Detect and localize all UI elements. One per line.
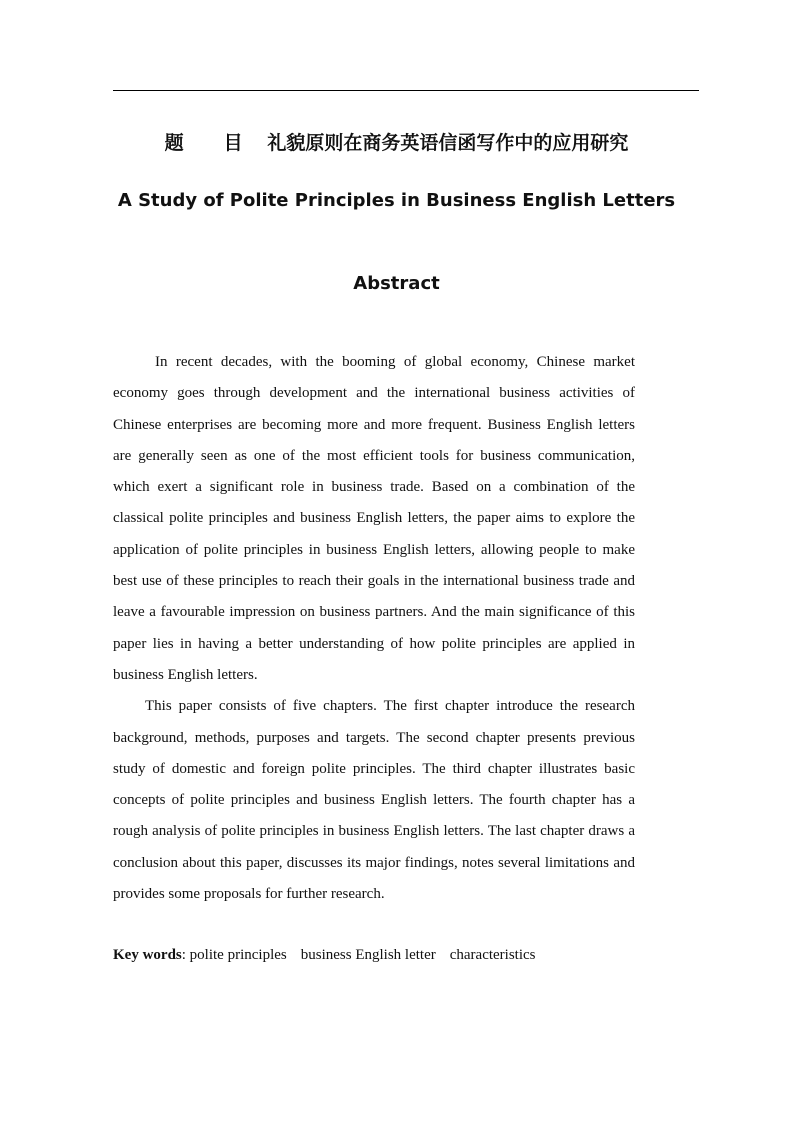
abstract-heading: Abstract <box>353 273 440 294</box>
title-label <box>165 128 243 155</box>
chinese-title: 礼貌原则在商务英语信函写作中的应用研究 <box>267 132 629 154</box>
title-label-part2: 目 <box>223 132 243 154</box>
keywords-label: Key words <box>113 947 182 963</box>
header-rule <box>113 90 699 91</box>
english-title: A Study of Polite Principles in Business English Letters <box>117 190 676 211</box>
keyword-item: polite principles <box>189 947 287 963</box>
title-label-part1: 题 <box>164 132 184 154</box>
abstract-paragraph: This paper consists of five chapters. The first chapter introduce the research background, methods, purposes and targets. The second chapter presents previous study of domestic and foreign polite principles. The third chapter illustrates basic concepts of polite principles and business English letters. The fourth chapter has a rough analysis of polite principles in business English letters. The last chapter draws a conclusion about this paper, discusses its major findings, notes several limitations and provides some proposals for further research. <box>113 698 635 903</box>
keyword-item: characteristics <box>449 947 536 963</box>
keywords-line <box>113 940 673 971</box>
abstract-body <box>113 347 635 910</box>
keyword-item: business English letter <box>300 947 436 963</box>
keywords-separator: : <box>181 947 190 963</box>
abstract-paragraph: In recent decades, with the booming of global economy, Chinese market economy goes through development and the international business activities of Chinese enterprises are becoming more and more frequent. Business English letters are generally seen as one of the most efficient tools for business communication, which exert a significant role in business trade. Based on a combination of the classical polite principles and business English letters, the paper aims to explore the application of polite principles in business English letters, allowing people to make best use of these principles to reach their goals in the international business trade and leave a favourable impression on business partners. And the main significance of this paper lies in having a better understanding of how polite principles are applied in business English letters. <box>113 354 635 683</box>
chinese-title-line <box>0 128 793 155</box>
